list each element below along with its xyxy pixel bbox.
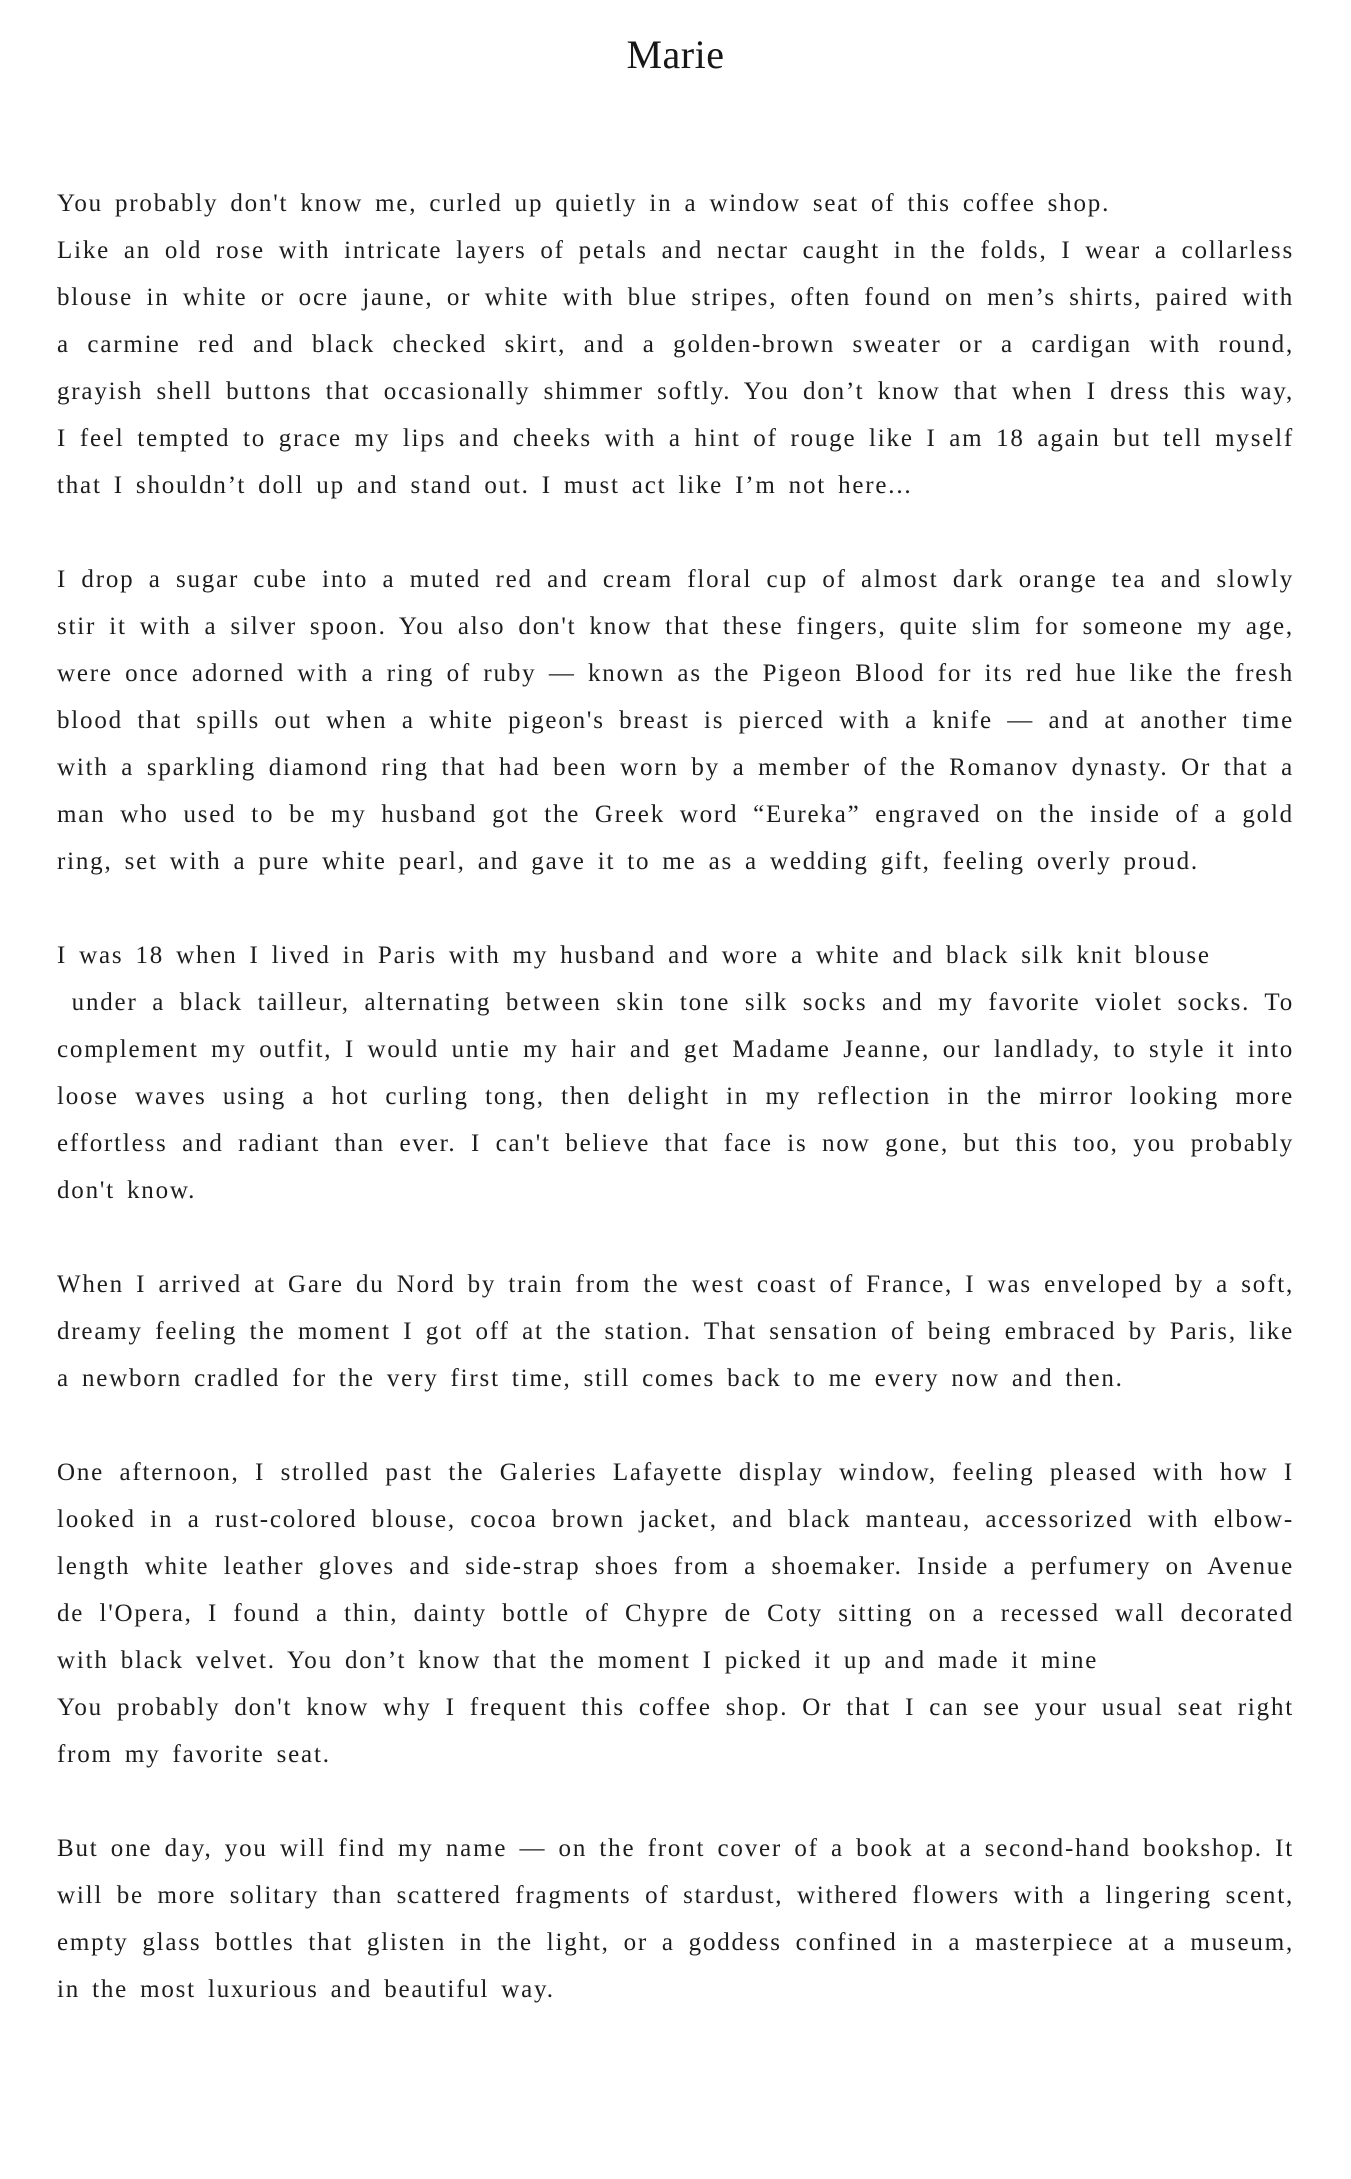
paragraph — [57, 1449, 1307, 1778]
document-body — [57, 180, 1307, 2013]
paragraph — [57, 556, 1307, 885]
paragraph-line: You probably don't know me, curled up quietly in a window seat of this coffee shop. — [57, 190, 1111, 217]
paragraph-line: under a black tailleur, alternating between skin tone silk socks and my favorite violet socks. To complement my outfit, I would untie my hair and get Madame Jeanne, our landlady, to style it into loose waves using a hot curling tong, then delight in my reflection in the mirror looking more effortless and radiant than ever. I can't believe that face is now gone, but this too, you probably don't know. — [57, 989, 1307, 1204]
paragraph-line: I drop a sugar cube into a muted red and cream floral cup of almost dark orange tea and slowly stir it with a silver spoon. You also don't know that these fingers, quite slim for someone my age, were once adorned with a ring of ruby — known as the Pigeon Blood for its red hue like the fresh blood that spills out when a white pigeon's breast is pierced with a knife — and at another time with a sparkling diamond ring that had been worn by a member of the Romanov dynasty. Or that a man who used to be my husband got the Greek word “Eureka” engraved on the inside of a gold ring, set with a pure white pearl, and gave it to me as a wedding gift, feeling overly proud. — [57, 566, 1307, 875]
paragraph-line: Like an old rose with intricate layers of petals and nectar caught in the folds, I wear a collarless blouse in white or ocre jaune, or white with blue stripes, often found on men’s shirts, paired with a carmine red and black checked skirt, and a golden-brown sweater or a cardigan with round, grayish shell buttons that occasionally shimmer softly. You don’t know that when I dress this way, I feel tempted to grace my lips and cheeks with a hint of rouge like I am 18 again but tell myself that I shouldn’t doll up and stand out. I must act like I’m not here... — [57, 237, 1307, 499]
paragraph — [57, 1825, 1307, 2013]
paragraph — [57, 180, 1307, 509]
paragraph — [57, 1261, 1307, 1402]
paragraph-line: When I arrived at Gare du Nord by train from the west coast of France, I was enveloped by a soft, dreamy feeling the moment I got off at the station. That sensation of being embraced by Paris, like a newborn cradled for the very first time, still comes back to me every now and then. — [57, 1271, 1307, 1392]
paragraph — [57, 932, 1307, 1214]
paragraph-line: One afternoon, I strolled past the Galeries Lafayette display window, feeling pleased with how I looked in a rust-colored blouse, cocoa brown jacket, and black manteau, accessorized with elbow-length white leather gloves and side-strap shoes from a shoemaker. Inside a perfumery on Avenue de l'Opera, I found a thin, dainty bottle of Chypre de Coty sitting on a recessed wall decorated with black velvet. You don’t know that the moment I picked it up and made it mine — [57, 1459, 1307, 1674]
document-title: Marie — [626, 32, 725, 77]
paragraph-line: But one day, you will find my name — on the front cover of a book at a second-hand bookshop. It will be more solitary than scattered fragments of stardust, withered flowers with a lingering scent, empty glass bottles that glisten in the light, or a goddess confined in a masterpiece at a museum, in the most luxurious and beautiful way. — [57, 1835, 1307, 2003]
paragraph-line: I was 18 when I lived in Paris with my husband and wore a white and black silk knit blouse — [57, 942, 1211, 969]
paragraph-line: You probably don't know why I frequent this coffee shop. Or that I can see your usual seat right from my favorite seat. — [57, 1694, 1307, 1768]
